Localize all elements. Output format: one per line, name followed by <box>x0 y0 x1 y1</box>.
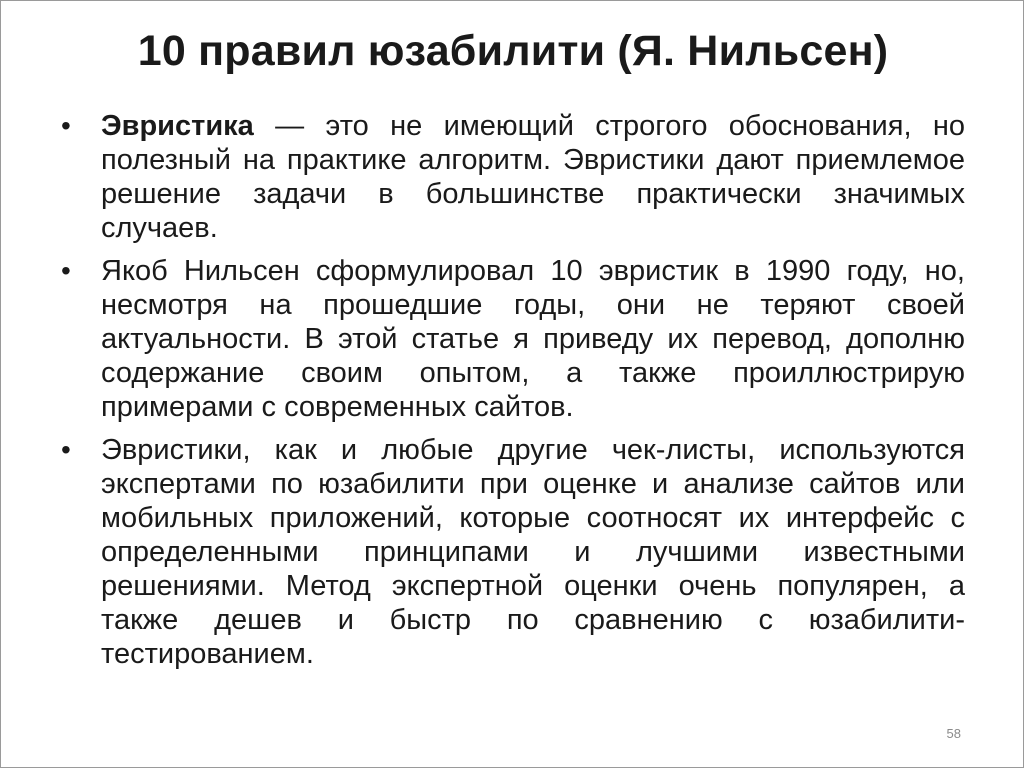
bullet-text: Якоб Нильсен сформулировал 10 эвристик в 1990 году, но, несмотря на прошедшие годы, они не теряют своей актуальности. В этой статье я приведу их перевод, дополню содержание своим опытом, а также проиллюстрирую примерами с современных сайтов. <box>101 255 965 423</box>
bullet-dot-icon: • <box>61 110 71 141</box>
bullet-text: Эвристики, как и любые другие чек-листы, используются экспертами по юзабилити при оценке и анализе сайтов или мобильных приложений, которые соотносят их интерфейс с определенными принципами и лучшими известными решениями. Метод экспертной оценки очень популярен, а также дешев и быстр по сравнению с юзабилити-тестированием. <box>101 434 965 670</box>
page-number: 58 <box>946 726 961 741</box>
bullet-item <box>61 109 965 245</box>
bullet-text: — это не имеющий строгого обоснования, но полезный на практике алгоритм. Эвристики дают приемлемое решение задачи в большинстве практически значимых случаев. <box>101 110 965 244</box>
bullet-dot-icon: • <box>61 255 71 286</box>
slide-title: 10 правил юзабилити (Я. Нильсен) <box>137 27 889 75</box>
bullet-dot-icon: • <box>61 434 71 465</box>
bullet-item <box>61 433 965 671</box>
bullet-item <box>61 254 965 424</box>
heuristic-term: Эвристика <box>101 110 254 142</box>
bullet-list <box>61 109 965 680</box>
